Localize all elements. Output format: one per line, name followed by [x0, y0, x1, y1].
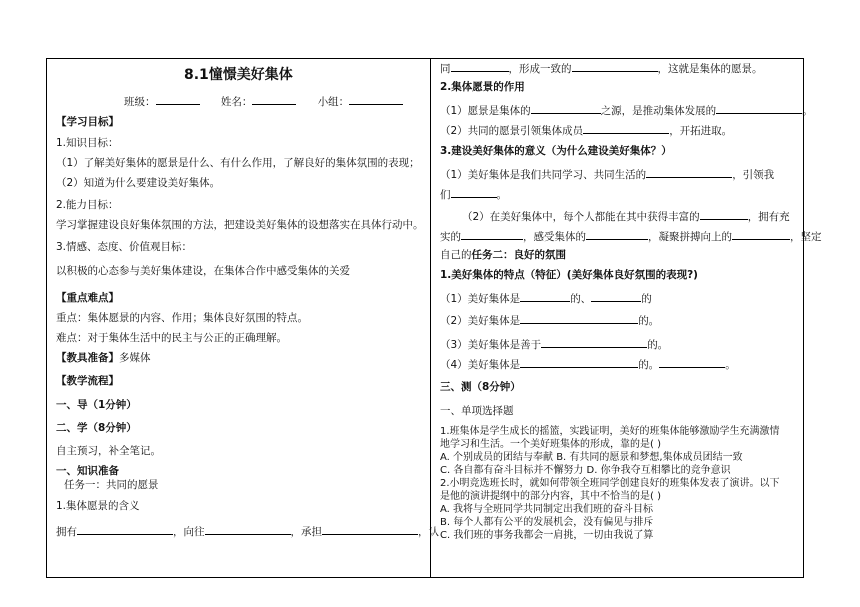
feature-1: （1）美好集体是 的、 的 [440, 290, 652, 307]
blank[interactable] [451, 60, 509, 72]
vision-role-2: （2）共同的愿景引领集体成员 ，开拓进取。 [440, 122, 732, 139]
blank[interactable] [541, 336, 647, 348]
key-point: 重点：集体愿景的内容、作用；集体良好氛围的特点。 [56, 312, 308, 324]
q1-options-cd: C. 各自都有奋斗目标并不懈努力 D. 你争我夺互相攀比的竞争意识 [440, 465, 731, 476]
ability-goal-text: 学习掌握建设良好集体氛围的方法，把建设美好集体的设想落实在具体行动中。 [56, 219, 424, 231]
difficult-point: 难点：对于集体生活中的民主与公正的正确理解。 [56, 332, 287, 344]
build-meaning-2: （2）在美好集体中，每个人都能在其中获得丰富的 ，拥有充 [462, 208, 790, 225]
emotion-goal-text: 以积极的心态参与美好集体建设，在集体合作中感受集体的关爱 [56, 265, 350, 277]
mc-heading: 一、单项选择题 [440, 405, 514, 417]
blank[interactable] [732, 228, 790, 240]
build-meaning-1-cont: 们 。 [440, 186, 507, 203]
class-field[interactable] [156, 93, 200, 105]
q1-stem-cont: 地学习和生活。一个美好班集体的形成，靠的是( ) [440, 439, 661, 450]
blank[interactable] [572, 60, 658, 72]
step-guide: 一、导（1分钟） [56, 399, 137, 411]
task-two: 任务二：良好的氛围 [471, 249, 566, 261]
q2-option-c: C. 我们班的事务我都会一肩挑，一切由我说了算 [440, 530, 654, 541]
ability-goal: 2.能力目标： [56, 199, 119, 211]
feature-2: （2）美好集体是 的。 [440, 312, 659, 329]
blank[interactable] [77, 523, 173, 535]
step-test: 三、测（8分钟） [440, 381, 521, 393]
blank[interactable] [659, 356, 725, 368]
q2-option-a: A. 我将与全班同学共同制定出我们班的奋斗目标 [440, 504, 654, 515]
name-label: 姓名： [220, 96, 253, 108]
blank[interactable] [591, 290, 641, 302]
flow-heading: 【教学流程】 [56, 375, 119, 387]
build-meaning-heading: 3.建设美好集体的意义（为什么建设美好集体？） [440, 145, 672, 157]
blank[interactable] [700, 208, 748, 220]
feature-3: （3）美好集体是善于 的。 [440, 336, 668, 353]
task-one: 任务一：共同的愿景 [64, 479, 159, 491]
blank[interactable] [322, 523, 418, 535]
knowledge-goal-1: （1）了解美好集体的愿景是什么、有什么作用，了解良好的集体氛围的表现； [56, 157, 420, 169]
vision-role-heading: 2.集体愿景的作用 [440, 81, 525, 93]
knowledge-prep-heading: 一、知识准备 [56, 465, 119, 477]
blank[interactable] [716, 102, 802, 114]
student-info-row [124, 93, 403, 110]
blank[interactable] [451, 186, 497, 198]
emotion-goal: 3.情感、态度、价值观目标： [56, 241, 193, 253]
vision-meaning-fill: 拥有 ，向往 ，承担 ，认 [56, 523, 439, 540]
blank[interactable] [583, 122, 669, 134]
blank[interactable] [520, 312, 638, 324]
self-study-text: 自主预习，补全笔记。 [56, 445, 161, 457]
features-heading: 1.美好集体的特点（特征）(美好集体良好氛围的表现?) [440, 269, 698, 281]
blank[interactable] [586, 228, 648, 240]
q1-options-ab: A. 个别成员的团结与奉献 B. 有共同的愿景和梦想,集体成员团结一致 [440, 452, 743, 463]
vision-meaning-heading: 1.集体愿景的含义 [56, 500, 140, 512]
key-points-heading: 【重点难点】 [56, 292, 119, 304]
step-study: 二、学（8分钟） [56, 422, 137, 434]
blank[interactable] [461, 228, 523, 240]
group-field[interactable] [349, 93, 403, 105]
tools-heading: 【教具准备】 [56, 352, 119, 364]
tools-row [56, 351, 151, 366]
build-meaning-1: （1）美好集体是我们共同学习、共同生活的 ，引领我 [440, 166, 774, 183]
q2-stem-cont: 是他的演讲提纲中的部分内容，其中不恰当的是( ) [440, 491, 661, 502]
knowledge-goal: 1.知识目标： [56, 137, 119, 149]
vision-role-1: （1）愿景是集体的 之源，是推动集体发展的 。 [440, 102, 813, 119]
group-label: 小组： [317, 96, 350, 108]
name-field[interactable] [252, 93, 296, 105]
q1-stem: 1.班集体是学生成长的摇篮，实践证明，美好的班集体能够激励学生充满激情 [440, 426, 780, 437]
goals-heading: 【学习目标】 [56, 116, 119, 128]
q2-stem: 2.小明竞选班长时，就如何带领全班同学创建良好的班集体发表了演讲。以下 [440, 478, 780, 489]
knowledge-goal-2: （2）知道为什么要建设美好集体。 [56, 177, 221, 189]
column-divider [430, 58, 431, 578]
vision-meaning-cont: 同 ，形成一致的 ，这就是集体的愿景。 [440, 60, 763, 77]
build-meaning-2-cont: 实的 ，感受集体的 ，凝聚拼搏向上的 ，坚定 [440, 228, 822, 245]
feature-4: （4）美好集体是 的。 。 [440, 356, 736, 373]
page-title: 8.1憧憬美好集体 [184, 67, 293, 83]
blank[interactable] [646, 166, 732, 178]
task-two-row: 自己的任务二：良好的氛围 [440, 249, 566, 261]
q2-option-b: B. 每个人都有公平的发展机会，没有偏见与排斥 [440, 517, 654, 528]
blank[interactable] [531, 102, 601, 114]
tools-text: 多媒体 [119, 352, 151, 364]
blank[interactable] [520, 290, 570, 302]
blank[interactable] [205, 523, 291, 535]
blank[interactable] [520, 356, 638, 368]
class-label: 班级： [124, 96, 156, 108]
